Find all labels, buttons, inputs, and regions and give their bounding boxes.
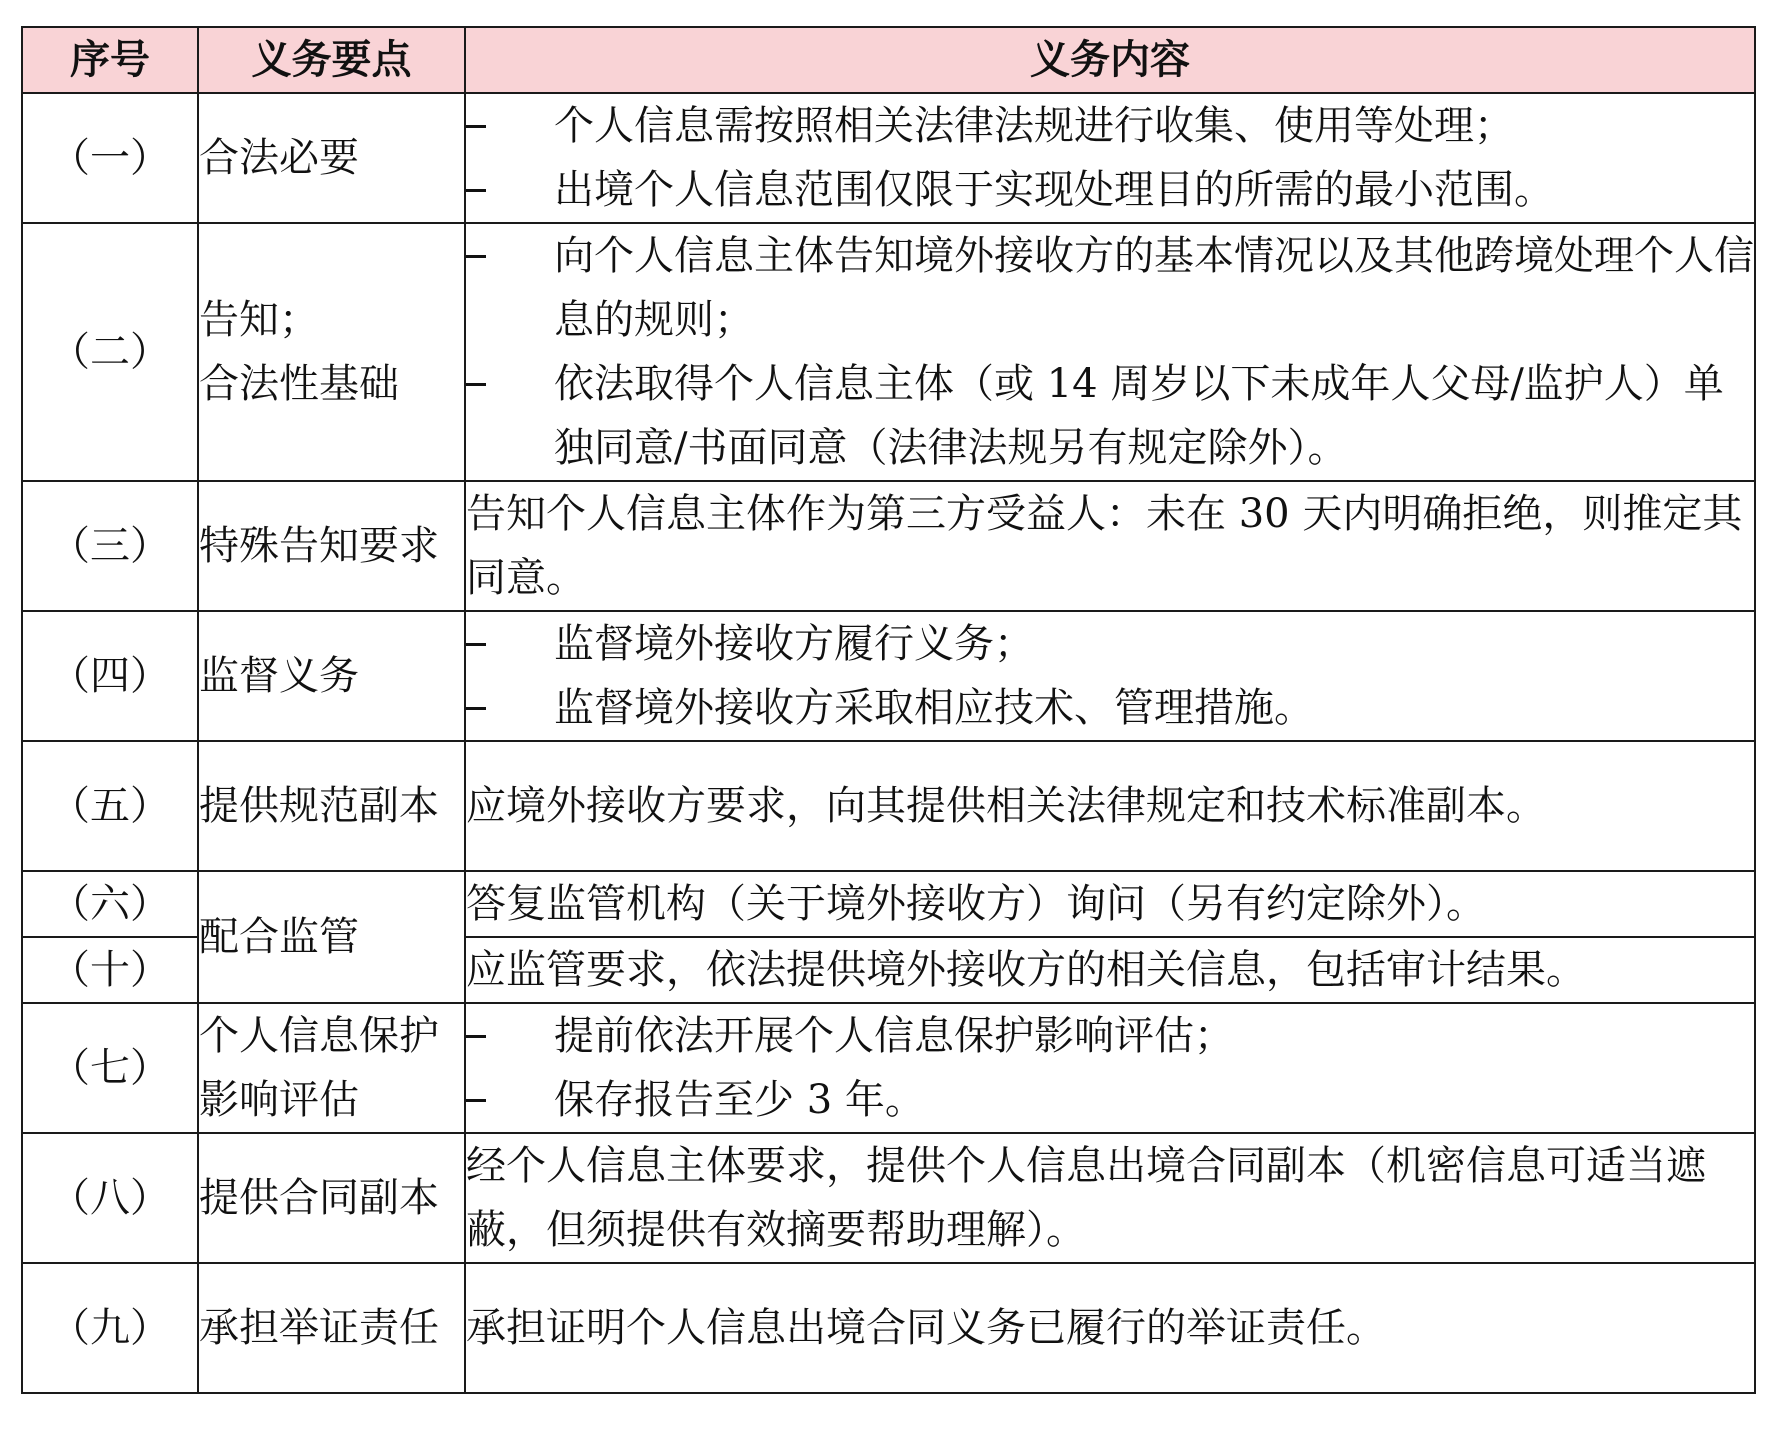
- row-point: 提供合同副本: [198, 1133, 465, 1263]
- bullet-item: [466, 1004, 1754, 1068]
- header-index: 序号: [22, 27, 198, 93]
- row-content: 经个人信息主体要求，提供个人信息出境合同副本（机密信息可适当遮蔽，但须提供有效摘要帮助理解）。: [465, 1133, 1755, 1263]
- bullet-text: 监督境外接收方履行义务；: [554, 621, 1034, 667]
- row-index: （八）: [22, 1133, 198, 1263]
- row-index: （五）: [22, 741, 198, 871]
- row-point: 承担举证责任: [198, 1263, 465, 1393]
- table-row: [22, 223, 1755, 481]
- dash-icon: [466, 352, 554, 416]
- dash-icon: [466, 94, 554, 158]
- table-row: [22, 1003, 1755, 1133]
- table-row: [22, 1133, 1755, 1263]
- table-row: [22, 481, 1755, 611]
- row-content: [465, 223, 1755, 481]
- bullet-text: 个人信息需按照相关法律法规进行收集、使用等处理；: [554, 103, 1514, 149]
- row-content: 承担证明个人信息出境合同义务已履行的举证责任。: [465, 1263, 1755, 1393]
- row-content: 应监管要求，依法提供境外接收方的相关信息，包括审计结果。: [465, 937, 1755, 1003]
- row-index: （一）: [22, 93, 198, 223]
- bullet-item: [466, 94, 1754, 158]
- row-point: 配合监管: [198, 871, 465, 1003]
- row-content: 答复监管机构（关于境外接收方）询问（另有约定除外）。: [465, 871, 1755, 937]
- dash-icon: [466, 1068, 554, 1132]
- table-row: [22, 93, 1755, 223]
- dash-icon: [466, 158, 554, 222]
- row-content: [465, 611, 1755, 741]
- row-content: [465, 1003, 1755, 1133]
- row-point: 提供规范副本: [198, 741, 465, 871]
- row-point: [198, 223, 465, 481]
- bullet-item: [466, 352, 1754, 480]
- row-index: （二）: [22, 223, 198, 481]
- row-index: （三）: [22, 481, 198, 611]
- dash-icon: [466, 1004, 554, 1068]
- row-index: （九）: [22, 1263, 198, 1393]
- row-content: 告知个人信息主体作为第三方受益人：未在 30 天内明确拒绝，则推定其同意。: [465, 481, 1755, 611]
- row-index: （六）: [22, 871, 198, 937]
- row-point: 特殊告知要求: [198, 481, 465, 611]
- table-row: [22, 741, 1755, 871]
- row-point-line: 告知；: [199, 297, 319, 343]
- table-row: [22, 1263, 1755, 1393]
- bullet-text: 监督境外接收方采取相应技术、管理措施。: [554, 685, 1314, 731]
- row-index: （七）: [22, 1003, 198, 1133]
- bullet-text: 依法取得个人信息主体（或 14 周岁以下未成年人父母/监护人）单独同意/书面同意（法律法规另有规定除外）。: [554, 361, 1724, 471]
- bullet-text: 向个人信息主体告知境外接收方的基本情况以及其他跨境处理个人信息的规则；: [554, 233, 1754, 343]
- bullet-item: [466, 612, 1754, 676]
- header-row: [22, 27, 1755, 93]
- dash-icon: [466, 676, 554, 740]
- row-point-line: 合法性基础: [199, 361, 399, 407]
- bullet-item: [466, 676, 1754, 740]
- row-index: （四）: [22, 611, 198, 741]
- bullet-text: 出境个人信息范围仅限于实现处理目的所需的最小范围。: [554, 167, 1554, 213]
- header-content: 义务内容: [465, 27, 1755, 93]
- header-point: 义务要点: [198, 27, 465, 93]
- row-point: 个人信息保护影响评估: [198, 1003, 465, 1133]
- bullet-text: 保存报告至少 3 年。: [554, 1077, 925, 1123]
- table-row: [22, 611, 1755, 741]
- row-point: 合法必要: [198, 93, 465, 223]
- table-row: [22, 871, 1755, 937]
- row-point: 监督义务: [198, 611, 465, 741]
- bullet-item: [466, 224, 1754, 352]
- dash-icon: [466, 224, 554, 288]
- bullet-item: [466, 158, 1754, 222]
- row-content: 应境外接收方要求，向其提供相关法律规定和技术标准副本。: [465, 741, 1755, 871]
- row-content: [465, 93, 1755, 223]
- bullet-item: [466, 1068, 1754, 1132]
- dash-icon: [466, 612, 554, 676]
- row-index: （十）: [22, 937, 198, 1003]
- bullet-text: 提前依法开展个人信息保护影响评估；: [554, 1013, 1234, 1059]
- obligations-table: [21, 26, 1756, 1394]
